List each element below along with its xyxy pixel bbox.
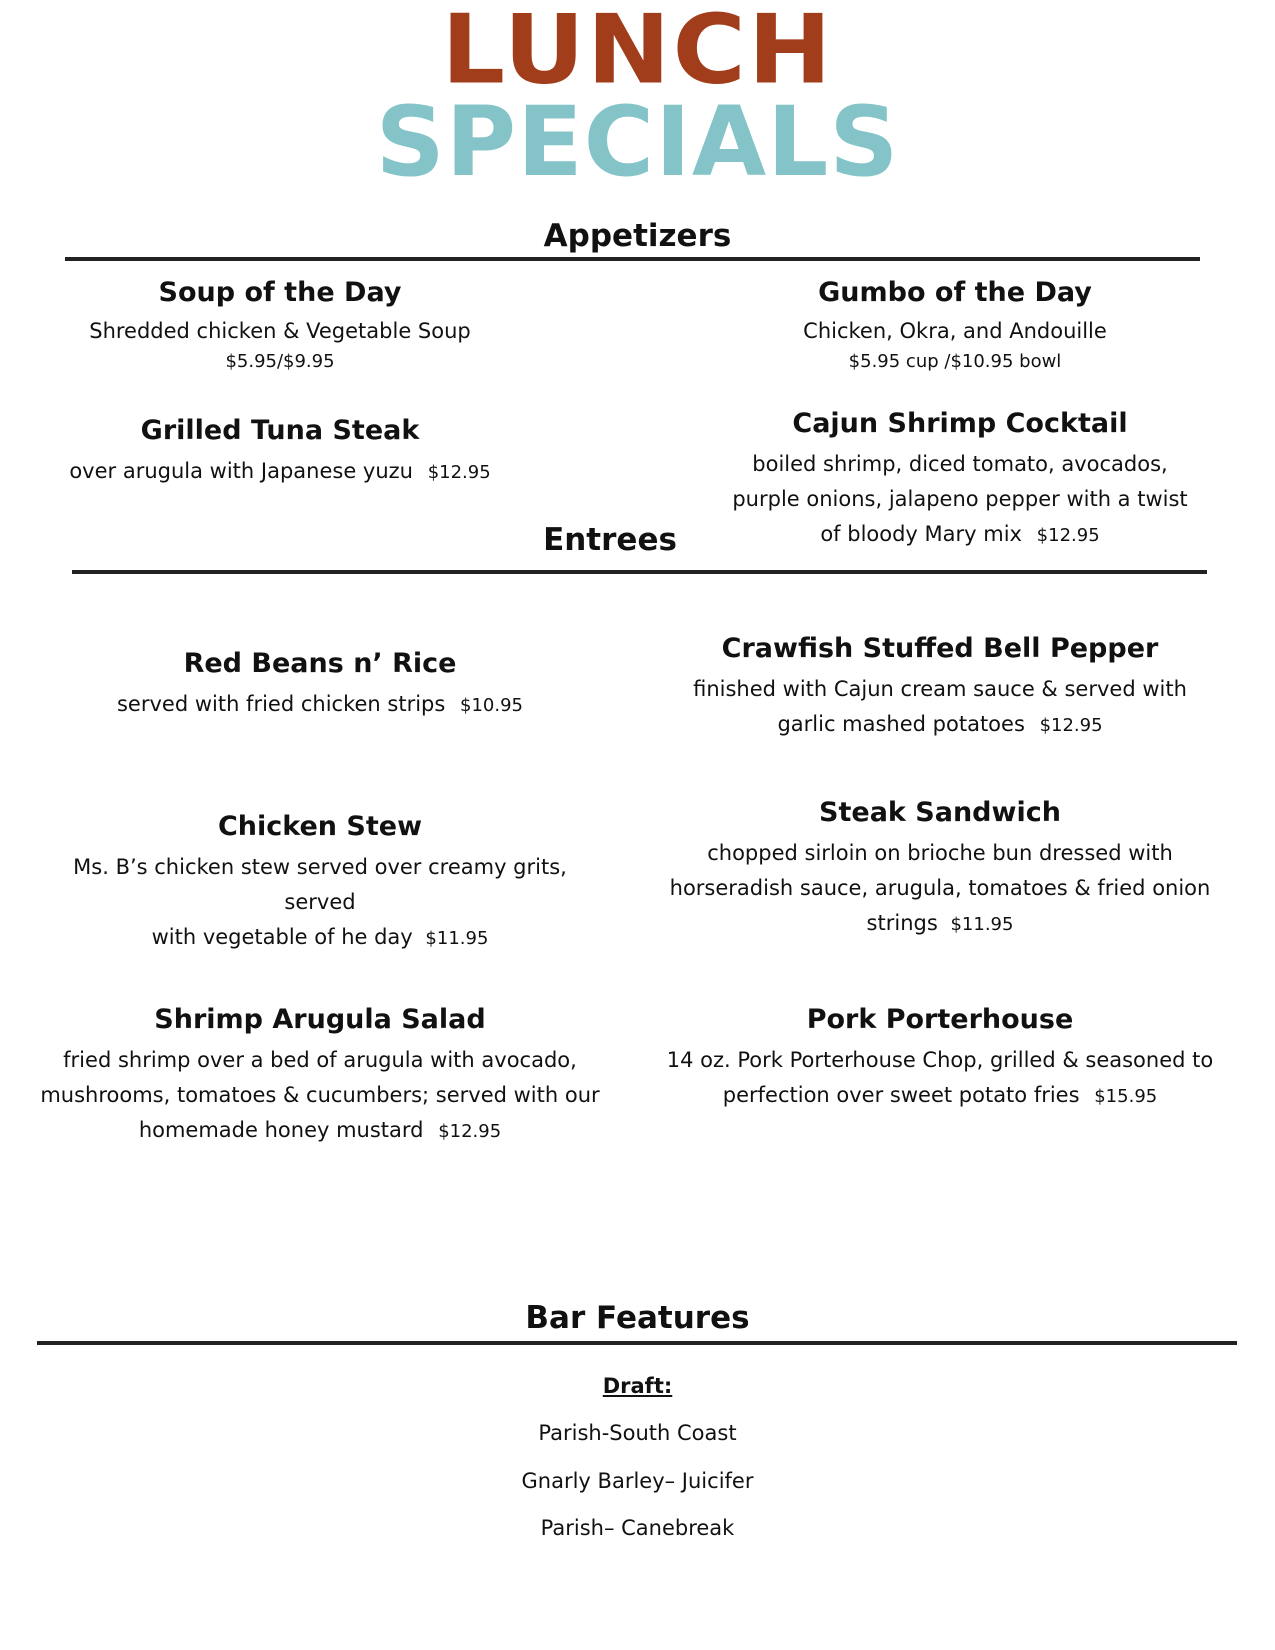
item-title: Chicken Stew <box>217 811 423 842</box>
draft-label: Draft: <box>602 1374 673 1398</box>
item-title: Soup of the Day <box>158 277 402 308</box>
logo-specials: SPECIALS <box>375 86 900 198</box>
item-title: Shrimp Arugula Salad <box>154 1004 486 1035</box>
item-desc-line: mushrooms, tomatoes & cucumbers; served with our <box>40 1083 600 1107</box>
menu-item-cajun-shrimp <box>700 407 1220 553</box>
item-title: Red Beans n’ Rice <box>183 648 457 679</box>
item-desc-line: fried shrimp over a bed of arugula with avocado, <box>63 1048 577 1072</box>
item-desc-line: of bloody Mary mix <box>820 522 1022 546</box>
menu-item-red-beans <box>70 647 570 723</box>
item-title: Pork Porterhouse <box>806 1004 1074 1035</box>
item-desc-line: perfection over sweet potato fries <box>722 1083 1080 1107</box>
item-desc-line: 14 oz. Pork Porterhouse Chop, grilled & seasoned to <box>666 1048 1214 1072</box>
item-price: $10.95 <box>460 695 523 716</box>
item-title: Cajun Shrimp Cocktail <box>792 408 1128 439</box>
item-desc: Shredded chicken & Vegetable Soup <box>89 319 471 343</box>
entrees-rule <box>72 570 1207 574</box>
item-price: $12.95 <box>438 1121 502 1142</box>
item-desc-line: horseradish sauce, arugula, tomatoes & fried onion <box>669 876 1211 900</box>
item-price: $15.95 <box>1094 1086 1158 1107</box>
bar-features-rule <box>37 1341 1237 1345</box>
item-desc-line: strings <box>866 911 938 935</box>
menu-item-soup <box>40 276 520 375</box>
item-title: Grilled Tuna Steak <box>140 415 420 446</box>
item-title: Steak Sandwich <box>819 797 1061 828</box>
menu-item-shrimp-salad <box>30 1003 610 1149</box>
item-desc: served with fried chicken strips <box>116 692 446 716</box>
appetizers-rule <box>65 257 1200 261</box>
menu-item-pork-porterhouse <box>660 1003 1220 1114</box>
item-desc-line: chopped sirloin on brioche bun dressed with <box>707 841 1173 865</box>
item-price: $5.95/$9.95 <box>225 351 335 372</box>
bar-features-heading: Bar Features <box>525 1300 750 1336</box>
menu-item-gumbo <box>715 276 1195 375</box>
item-desc: Chicken, Okra, and Andouille <box>803 319 1107 343</box>
item-price: $12.95 <box>1039 715 1103 736</box>
item-price: $5.95 cup /$10.95 bowl <box>848 351 1062 372</box>
item-title: Crawfish Stuffed Bell Pepper <box>721 633 1159 664</box>
item-desc-line: boiled shrimp, diced tomato, avocados, <box>752 452 1168 476</box>
item-price: $12.95 <box>427 462 491 483</box>
item-desc-line: garlic mashed potatoes <box>777 712 1025 736</box>
draft-item: Parish– Canebreak <box>540 1516 735 1540</box>
item-desc-line: with vegetable of he day <box>151 925 413 949</box>
menu-item-crawfish <box>680 632 1200 743</box>
item-title: Gumbo of the Day <box>818 277 1092 308</box>
logo-lunch: LUNCH <box>441 0 834 106</box>
draft-item: Parish-South Coast <box>538 1421 737 1445</box>
item-desc-line: finished with Cajun cream sauce & served with <box>693 677 1187 701</box>
item-price: $11.95 <box>425 928 489 949</box>
draft-item: Gnarly Barley– Juicifer <box>521 1469 754 1493</box>
item-desc-line: purple onions, jalapeno pepper with a twist <box>732 487 1188 511</box>
appetizers-heading: Appetizers <box>543 218 732 254</box>
entrees-heading: Entrees <box>543 522 677 558</box>
menu-item-tuna <box>30 414 530 490</box>
item-desc-line: homemade honey mustard <box>138 1118 424 1142</box>
item-desc-line: Ms. B’s chicken stew served over creamy grits, served <box>73 855 567 914</box>
item-desc: over arugula with Japanese yuzu <box>69 459 413 483</box>
item-price: $11.95 <box>950 914 1014 935</box>
item-price: $12.95 <box>1036 525 1100 546</box>
menu-item-steak-sandwich <box>660 796 1220 942</box>
menu-item-chicken-stew <box>40 810 600 956</box>
